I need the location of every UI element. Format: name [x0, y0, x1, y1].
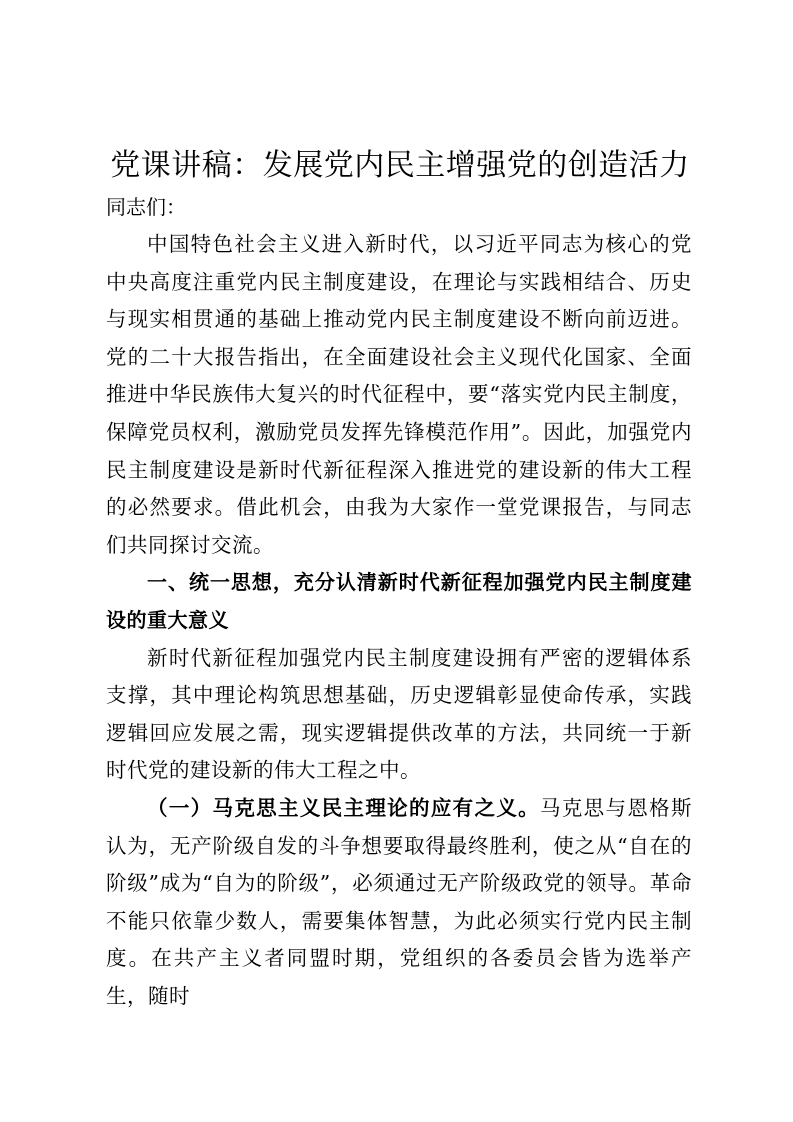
subsection-text: 马克思与恩格斯认为，无产阶级自发的斗争想要取得最终胜利，使之从“自在的阶级”成为“自为的阶级”，必须通过无产阶级政党的领导。革命不能只依靠少数人，需要集体智慧，为此必须实行党内民主制度。在共产主义者同盟时期，党组织的各委员会皆为选举产生，随时: [106, 795, 692, 1008]
section-heading: 一、统一思想，充分认清新时代新征程加强党内民主制度建设的重大意义: [106, 570, 692, 632]
intro-paragraph: 中国特色社会主义进入新时代，以习近平同志为核心的党中央高度注重党内民主制度建设，在理论与实践相结合、历史与现实相贯通的基础上推动党内民主制度建设不断向前迈进。党的二十大报告指出，在全面建设社会主义现代化国家、全面推进中华民族伟大复兴的时代征程中，要“落实党内民主制度，保障党员权利，激励党员发挥先锋模范作用”。因此，加强党内民主制度建设是新时代新征程深入推进党的建设新的伟大工程的必然要求。借此机会，由我为大家作一堂党课报告，与同志们共同探讨交流。: [106, 232, 692, 557]
salutation: 同志们：: [106, 195, 186, 219]
document-body: [106, 226, 692, 1015]
document-title: 党课讲稿：发展党内民主增强党的创造活力: [110, 148, 690, 183]
section-paragraph: 新时代新征程加强党内民主制度建设拥有严密的逻辑体系支撑，其中理论构筑思想基础，历史逻辑彰显使命传承，实践逻辑回应发展之需，现实逻辑提供改革的方法，共同统一于新时代党的建设新的伟大工程之中。: [106, 645, 692, 783]
subsection-heading: （一）马克思主义民主理论的应有之义。: [147, 795, 540, 820]
subsection-paragraph: [106, 790, 692, 1016]
